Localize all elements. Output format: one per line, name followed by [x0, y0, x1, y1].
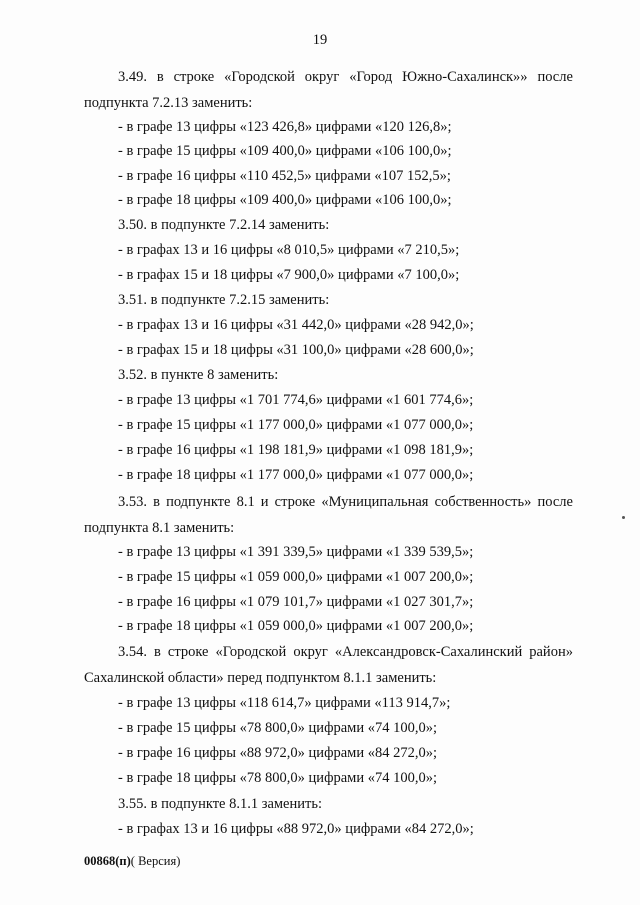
word: собственность» [434, 494, 532, 510]
paragraph-line [118, 643, 573, 661]
word: «Городской [224, 69, 295, 85]
text-line: 3.52. в пункте 8 заменить: [118, 367, 279, 383]
text-line: - в графах 15 и 18 цифры «31 100,0» цифрами «28 600,0»; [118, 342, 474, 358]
text-line: - в графе 13 цифры «1 391 339,5» цифрами «1 339 539,5»; [118, 544, 474, 560]
word: «Александровск-Сахалинский [334, 644, 523, 660]
word: после [537, 69, 573, 85]
text-line: - в графе 18 цифры «78 800,0» цифрами «74 100,0»; [118, 770, 437, 786]
text-line: - в графе 16 цифры «88 972,0» цифрами «84 272,0»; [118, 745, 437, 761]
page-number: 19 [312, 32, 328, 48]
word: строке [167, 644, 209, 660]
paragraph-line [118, 68, 573, 86]
word: «Городской [215, 644, 287, 660]
text-line: - в графе 15 цифры «1 177 000,0» цифрами «1 077 000,0»; [118, 417, 474, 433]
word: после [537, 494, 573, 510]
text-line: - в графе 18 цифры «1 177 000,0» цифрами «1 077 000,0»; [118, 467, 474, 483]
word: «Город [349, 69, 393, 85]
text-line: - в графах 13 и 16 цифры «88 972,0» цифрами «84 272,0»; [118, 821, 474, 837]
text-line: - в графе 16 цифры «1 198 181,9» цифрами «1 098 181,9»; [118, 442, 474, 458]
word: район» [529, 644, 573, 660]
text-line: - в графе 18 цифры «109 400,0» цифрами «106 100,0»; [118, 192, 452, 208]
footer-version: ( Версия) [130, 854, 181, 868]
text-line: - в графе 15 цифры «1 059 000,0» цифрами «1 007 200,0»; [118, 569, 474, 585]
word: Южно-Сахалинск»» [402, 69, 528, 85]
text-line: - в графах 13 и 16 цифры «31 442,0» цифрами «28 942,0»; [118, 317, 474, 333]
text-line: 3.55. в подпункте 8.1.1 заменить: [118, 796, 322, 812]
word: строке [274, 494, 316, 510]
text-line: - в графе 15 цифры «78 800,0» цифрами «74 100,0»; [118, 720, 437, 736]
word: округ [293, 644, 328, 660]
word: 8.1 [236, 494, 255, 510]
text-line: - в графе 15 цифры «109 400,0» цифрами «106 100,0»; [118, 143, 452, 159]
word: в [156, 69, 164, 85]
continuation-line: подпункта 8.1 заменить: [84, 520, 235, 536]
word: округ [304, 69, 340, 85]
text-line: - в графах 15 и 18 цифры «7 900,0» цифрами «7 100,0»; [118, 267, 460, 283]
text-line: - в графе 13 цифры «1 701 774,6» цифрами «1 601 774,6»; [118, 392, 474, 408]
word: 3.53. [118, 494, 147, 510]
scan-mark [622, 516, 625, 519]
word: 3.54. [118, 644, 147, 660]
word: в [154, 644, 161, 660]
text-line: - в графе 13 цифры «118 614,7» цифрами «113 914,7»; [118, 695, 451, 711]
word: и [260, 494, 269, 510]
text-line: 3.51. в подпункте 7.2.15 заменить: [118, 292, 330, 308]
text-line: - в графе 13 цифры «123 426,8» цифрами «120 126,8»; [118, 119, 452, 135]
paragraph-line [118, 493, 573, 511]
continuation-line: подпункта 7.2.13 заменить: [84, 95, 253, 111]
word: в [153, 494, 160, 510]
text-line: 3.50. в подпункте 7.2.14 заменить: [118, 217, 330, 233]
footer-code: 00868(п) [84, 854, 131, 868]
text-line: - в графах 13 и 16 цифры «8 010,5» цифрами «7 210,5»; [118, 242, 460, 258]
text-line: - в графе 16 цифры «110 452,5» цифрами «107 152,5»; [118, 168, 451, 184]
word: 3.49. [118, 69, 147, 85]
text-line: - в графе 18 цифры «1 059 000,0» цифрами «1 007 200,0»; [118, 618, 474, 634]
word: подпункте [166, 494, 231, 510]
document-footer [84, 854, 180, 869]
text-line: - в графе 16 цифры «1 079 101,7» цифрами «1 027 301,7»; [118, 594, 474, 610]
word: «Муниципальная [321, 494, 429, 510]
continuation-line: Сахалинской области» перед подпунктом 8.1.1 заменить: [84, 670, 437, 686]
word: строке [173, 69, 215, 85]
